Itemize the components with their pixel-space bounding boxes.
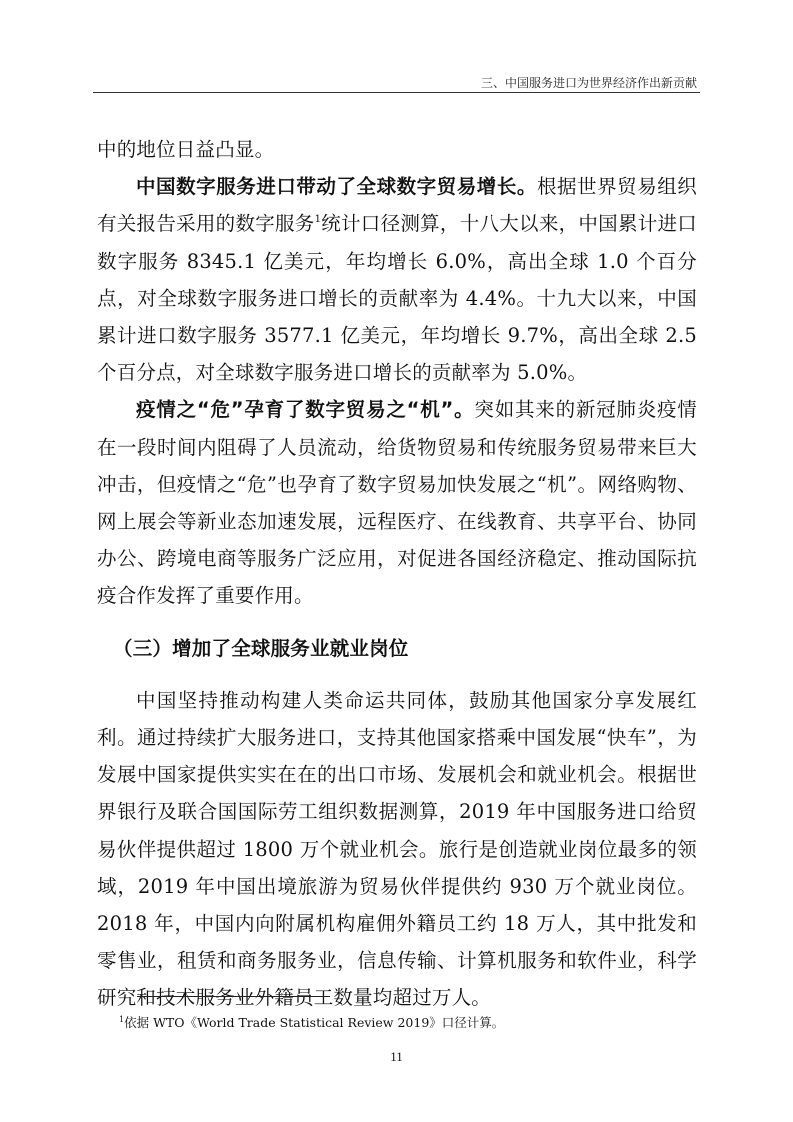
paragraph-continuation: 中的地位日益凸显。: [97, 138, 275, 161]
page-body: [97, 131, 697, 1017]
paragraph-digital-services: [97, 168, 697, 391]
paragraph-text: 根据世界贸易组织有关报告采用的数字服务: [97, 175, 697, 236]
running-header: 三、中国服务进口为世界经济作出新贡献: [480, 76, 697, 90]
paragraph-lead: 中国数字服务进口带动了全球数字贸易增长。: [136, 175, 537, 199]
paragraph-employment: 中国坚持推动构建人类命运共同体，鼓励其他国家分享发展红利。通过持续扩大服务进口，支持其他国家搭乘中国发展“快车”，为发展中国家提供实实在在的出口市场、发展机会和就业机会。根据世界银行及联合国国际劳工组织数据测算，2019 年中国服务进口给贸易伙伴提供超过 1800 万个就业机会。旅行是创造就业岗位最多的领域，2019 年中国出境旅游为贸易伙伴提供约 930 万个就业岗位。2018 年，中国内向附属机构雇佣外籍员工约 18 万人，其中批发和零售业，租赁和商务服务业，信息传输、计算机服务和软件业，科学研究和技术服务业外籍员工数量均超过万人。: [97, 688, 697, 1010]
paragraph-lead: 疫情之“危”孕育了数字贸易之“机”。: [136, 398, 475, 422]
footnote-divider: [137, 996, 330, 997]
section-heading: （三）增加了全球服务业就业岗位: [113, 636, 409, 660]
paragraph-text: 突如其来的新冠肺炎疫情在一段时间内阻碍了人员流动，给货物贸易和传统服务贸易带来巨大冲击，但疫情之“危”也孕育了数字贸易加快发展之“机”。网络购物、网上展会等新业态加速发展，远程医疗、在线教育、共享平台、协同办公、跨境电商等服务广泛应用，对促进各国经济稳定、推动国际抗疫合作发挥了重要作用。: [97, 398, 697, 608]
paragraph-text: 统计口径测算，十八大以来，中国累计进口数字服务 8345.1 亿美元，年均增长 6.0%，高出全球 1.0 个百分点，对全球数字服务进口增长的贡献率为 4.4%。十九大以来，中国累计进口数字服务 3577.1 亿美元，年均增长 9.7%，高出全球 2.5 个百分点，对全球数字服务进口增长的贡献率为 5.0%。: [97, 212, 697, 385]
header-divider: [93, 92, 700, 93]
page-number: 11: [390, 1049, 403, 1064]
paragraph-pandemic: [97, 391, 697, 614]
footnote-text: 依据 WTO《World Trade Statistical Review 2019》口径计算。: [124, 1015, 505, 1030]
footnote-marker: 1: [119, 1015, 125, 1024]
footnote-reference[interactable]: 1: [314, 214, 322, 226]
footnote: [119, 1013, 504, 1031]
